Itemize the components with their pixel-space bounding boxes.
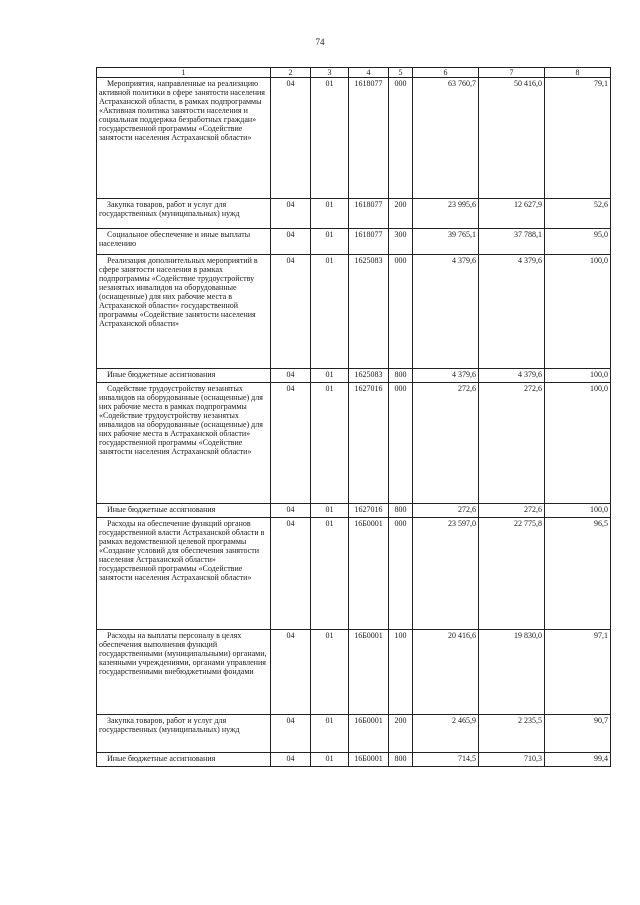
row-name: Мероприятия, направленные на реализацию активной политики в сфере занятости населения Астраханской области, в рамках подпрограммы «Активная политика занятости населения и социальная поддержка безработных граждан» государственной программы «Содействие занятости населения Астраханской области» xyxy=(97,78,271,199)
table-row xyxy=(97,199,611,229)
row-name: Содействие трудоустройству незанятых инвалидов на оборудованные (оснащенные) для них рабочие места в рамках подпрограммы «Содействие трудоустройству незанятых инвалидов на оборудованные (оснащенные) для них рабочие места в Астраханской области» государственной программы «Содействие занятости населения Астраханской области» xyxy=(97,383,271,504)
planned-amount: 63 760,7 xyxy=(413,78,479,199)
expense-type-code: 200 xyxy=(389,715,413,753)
section-code: 04 xyxy=(271,504,311,518)
expense-type-code: 000 xyxy=(389,383,413,504)
planned-amount: 2 465,9 xyxy=(413,715,479,753)
budget-table xyxy=(96,67,611,767)
header-cell: 5 xyxy=(389,68,413,78)
planned-amount: 272,6 xyxy=(413,383,479,504)
header-cell: 2 xyxy=(271,68,311,78)
execution-percent: 99,4 xyxy=(545,753,611,767)
page-number: 74 xyxy=(315,37,325,47)
target-article-code: 1627016 xyxy=(349,383,389,504)
subsection-code: 01 xyxy=(311,715,349,753)
section-code: 04 xyxy=(271,753,311,767)
row-name: Социальное обеспечение и иные выплаты населению xyxy=(97,229,271,255)
expense-type-code: 000 xyxy=(389,518,413,630)
subsection-code: 01 xyxy=(311,518,349,630)
planned-amount: 4 379,6 xyxy=(413,255,479,369)
header-cell: 7 xyxy=(479,68,545,78)
section-code: 04 xyxy=(271,199,311,229)
actual-amount: 50 416,0 xyxy=(479,78,545,199)
section-code: 04 xyxy=(271,383,311,504)
actual-amount: 12 627,9 xyxy=(479,199,545,229)
execution-percent: 97,1 xyxy=(545,630,611,715)
table-row xyxy=(97,255,611,369)
actual-amount: 19 830,0 xyxy=(479,630,545,715)
subsection-code: 01 xyxy=(311,255,349,369)
section-code: 04 xyxy=(271,715,311,753)
planned-amount: 23 995,6 xyxy=(413,199,479,229)
table-row xyxy=(97,369,611,383)
section-code: 04 xyxy=(271,369,311,383)
header-cell: 1 xyxy=(97,68,271,78)
row-name: Реализация дополнительных мероприятий в сфере занятости населения в рамках подпрограммы «Содействие трудоустройству незанятых инвалидов на оборудованные (оснащенные) для них рабочие места в Астраханской области» государственной программы «Содействие занятости населения Астраханской области» xyxy=(97,255,271,369)
section-code: 04 xyxy=(271,630,311,715)
target-article-code: 1618077 xyxy=(349,199,389,229)
target-article-code: 1618077 xyxy=(349,78,389,199)
section-code: 04 xyxy=(271,518,311,630)
subsection-code: 01 xyxy=(311,229,349,255)
table-row xyxy=(97,78,611,199)
header-cell: 8 xyxy=(545,68,611,78)
actual-amount: 4 379,6 xyxy=(479,255,545,369)
table-row xyxy=(97,518,611,630)
execution-percent: 90,7 xyxy=(545,715,611,753)
execution-percent: 100,0 xyxy=(545,383,611,504)
section-code: 04 xyxy=(271,78,311,199)
expense-type-code: 200 xyxy=(389,199,413,229)
subsection-code: 01 xyxy=(311,753,349,767)
execution-percent: 79,1 xyxy=(545,78,611,199)
actual-amount: 37 788,1 xyxy=(479,229,545,255)
table-row xyxy=(97,753,611,767)
subsection-code: 01 xyxy=(311,630,349,715)
target-article-code: 1625083 xyxy=(349,369,389,383)
planned-amount: 4 379,6 xyxy=(413,369,479,383)
planned-amount: 272,6 xyxy=(413,504,479,518)
table-row xyxy=(97,630,611,715)
actual-amount: 22 775,8 xyxy=(479,518,545,630)
planned-amount: 39 765,1 xyxy=(413,229,479,255)
table-header-row xyxy=(97,68,611,78)
actual-amount: 710,3 xyxy=(479,753,545,767)
table-row xyxy=(97,229,611,255)
section-code: 04 xyxy=(271,255,311,369)
execution-percent: 95,0 xyxy=(545,229,611,255)
header-cell: 3 xyxy=(311,68,349,78)
target-article-code: 1627016 xyxy=(349,504,389,518)
planned-amount: 23 597,0 xyxy=(413,518,479,630)
table-row xyxy=(97,715,611,753)
planned-amount: 714,5 xyxy=(413,753,479,767)
execution-percent: 100,0 xyxy=(545,369,611,383)
expense-type-code: 300 xyxy=(389,229,413,255)
target-article-code: 1618077 xyxy=(349,229,389,255)
actual-amount: 2 235,5 xyxy=(479,715,545,753)
execution-percent: 96,5 xyxy=(545,518,611,630)
expense-type-code: 800 xyxy=(389,369,413,383)
subsection-code: 01 xyxy=(311,78,349,199)
header-cell: 6 xyxy=(413,68,479,78)
expense-type-code: 800 xyxy=(389,753,413,767)
execution-percent: 100,0 xyxy=(545,255,611,369)
row-name: Иные бюджетные ассигнования xyxy=(97,504,271,518)
section-code: 04 xyxy=(271,229,311,255)
execution-percent: 52,6 xyxy=(545,199,611,229)
table-row xyxy=(97,383,611,504)
expense-type-code: 800 xyxy=(389,504,413,518)
row-name: Иные бюджетные ассигнования xyxy=(97,753,271,767)
row-name: Расходы на обеспечение функций органов государственной власти Астраханской области в рамках ведомственной целевой программы «Создание условий для обеспечения занятости населения Астраханской области» государственной программы «Содействие занятости населения Астраханской области» xyxy=(97,518,271,630)
expense-type-code: 100 xyxy=(389,630,413,715)
row-name: Расходы на выплаты персоналу в целях обеспечения выполнения функций государственными (муниципальными) органами, казенными учреждениями, органами управления государственными внебюджетными фондами xyxy=(97,630,271,715)
row-name: Закупка товаров, работ и услуг для государственных (муниципальных) нужд xyxy=(97,199,271,229)
planned-amount: 20 416,6 xyxy=(413,630,479,715)
subsection-code: 01 xyxy=(311,504,349,518)
actual-amount: 4 379,6 xyxy=(479,369,545,383)
execution-percent: 100,0 xyxy=(545,504,611,518)
actual-amount: 272,6 xyxy=(479,383,545,504)
target-article-code: 1625083 xyxy=(349,255,389,369)
row-name: Закупка товаров, работ и услуг для государственных (муниципальных) нужд xyxy=(97,715,271,753)
table-row xyxy=(97,504,611,518)
subsection-code: 01 xyxy=(311,383,349,504)
subsection-code: 01 xyxy=(311,369,349,383)
target-article-code: 16Б0001 xyxy=(349,715,389,753)
header-cell: 4 xyxy=(349,68,389,78)
subsection-code: 01 xyxy=(311,199,349,229)
target-article-code: 16Б0001 xyxy=(349,630,389,715)
target-article-code: 16Б0001 xyxy=(349,518,389,630)
expense-type-code: 000 xyxy=(389,255,413,369)
actual-amount: 272,6 xyxy=(479,504,545,518)
row-name: Иные бюджетные ассигнования xyxy=(97,369,271,383)
expense-type-code: 000 xyxy=(389,78,413,199)
target-article-code: 16Б0001 xyxy=(349,753,389,767)
